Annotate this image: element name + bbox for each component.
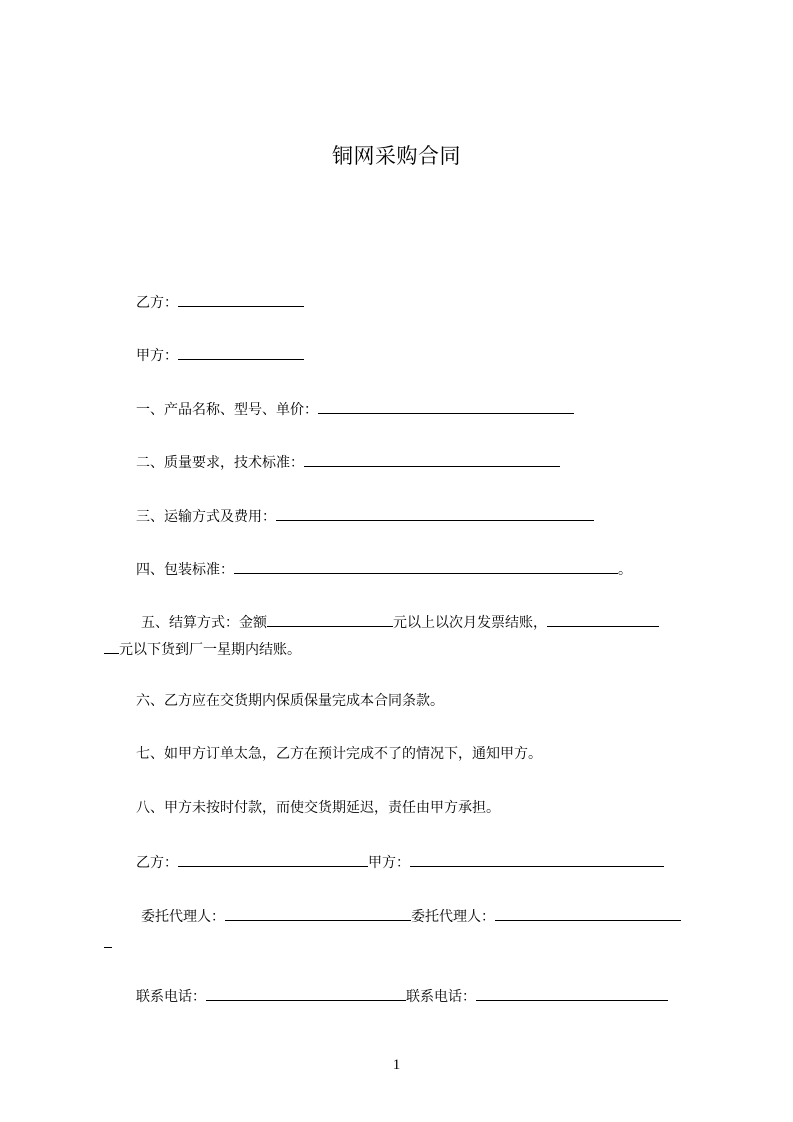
agent-continuation-line: [104, 932, 112, 954]
clause-6-line: 六、乙方应在交货期内保质保量完成本合同条款。: [136, 693, 444, 709]
agent-a-label: 委托代理人：: [411, 909, 495, 925]
clause-4-line: [136, 558, 632, 580]
phone-line: [136, 985, 668, 1007]
phone-a-blank[interactable]: [476, 985, 668, 1001]
clause-5-continuation-line: [104, 638, 301, 660]
document-title: 铜网采购合同: [332, 144, 461, 168]
clause-5-continuation-blank[interactable]: [104, 638, 119, 654]
party-a-line: [136, 344, 304, 366]
signature-party-a-label: 甲方：: [368, 855, 410, 871]
clause-3-line: [136, 505, 594, 527]
signature-party-b-label: 乙方：: [136, 855, 178, 871]
party-b-blank[interactable]: [178, 291, 304, 307]
clause-5-mid: 元以上以次月发票结账，: [393, 615, 547, 631]
clause-1-blank[interactable]: [318, 398, 574, 414]
clause-8-line: 八、甲方未按时付款，而使交货期延迟，责任由甲方承担。: [136, 800, 500, 816]
phone-a-label: 联系电话：: [406, 989, 476, 1005]
clause-5-amount-blank[interactable]: [267, 611, 393, 627]
party-b-label: 乙方：: [136, 295, 178, 311]
clause-2-label: 二、质量要求，技术标准：: [136, 455, 304, 471]
signature-party-b-blank[interactable]: [178, 851, 368, 867]
agent-continuation-blank[interactable]: [104, 932, 112, 948]
agent-b-label: 委托代理人：: [141, 909, 225, 925]
clause-2-line: [136, 451, 560, 473]
clause-5-label: 五、结算方式：金额: [141, 615, 267, 631]
clause-1-line: [136, 398, 574, 420]
clause-3-blank[interactable]: [276, 505, 594, 521]
clause-4-label: 四、包装标准：: [136, 562, 234, 578]
party-a-label: 甲方：: [136, 348, 178, 364]
party-b-line: [136, 291, 304, 313]
signature-party-a-blank[interactable]: [410, 851, 664, 867]
agent-line: [141, 905, 681, 927]
clause-2-blank[interactable]: [304, 451, 560, 467]
signature-party-line: [136, 851, 664, 873]
agent-b-blank[interactable]: [225, 905, 411, 921]
phone-b-label: 联系电话：: [136, 989, 206, 1005]
clause-5-second-blank[interactable]: [547, 611, 659, 627]
clause-3-label: 三、运输方式及费用：: [136, 509, 276, 525]
page-number: 1: [392, 1057, 401, 1073]
clause-7-line: 七、如甲方订单太急，乙方在预计完成不了的情况下，通知甲方。: [136, 746, 542, 762]
party-a-blank[interactable]: [178, 344, 304, 360]
agent-a-blank[interactable]: [495, 905, 681, 921]
phone-b-blank[interactable]: [206, 985, 406, 1001]
clause-5-continuation: 元以下货到厂一星期内结账。: [119, 642, 301, 658]
clause-4-blank[interactable]: [234, 558, 618, 574]
clause-5-line: [141, 611, 659, 633]
clause-4-end: 。: [618, 562, 632, 578]
clause-1-label: 一、产品名称、型号、单价：: [136, 402, 318, 418]
